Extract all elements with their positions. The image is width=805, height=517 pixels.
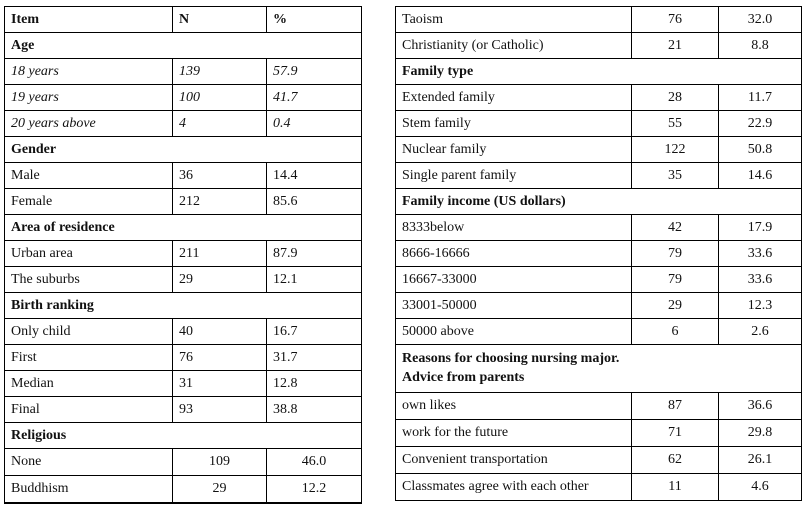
table-row: [396, 393, 802, 420]
row-percent: 31.7: [267, 345, 362, 371]
row-percent: 41.7: [267, 85, 362, 111]
row-label: The suburbs: [5, 267, 173, 293]
section-row: [5, 215, 362, 241]
section-title-line: Reasons for choosing nursing major.: [402, 350, 620, 366]
row-percent: 36.6: [719, 393, 802, 420]
section-row: [5, 293, 362, 319]
row-n: 76: [173, 345, 267, 371]
row-percent: 12.2: [267, 476, 362, 503]
row-percent: 17.9: [719, 215, 802, 241]
table-row: [396, 420, 802, 447]
section-row: [396, 345, 802, 393]
header-item: Item: [5, 7, 173, 33]
row-percent: 12.3: [719, 293, 802, 319]
row-label: 18 years: [5, 59, 173, 85]
section-title-line: Advice from parents: [402, 369, 525, 385]
row-percent: 87.9: [267, 241, 362, 267]
row-n: 87: [632, 393, 719, 420]
table-row: [396, 85, 802, 111]
row-percent: 12.1: [267, 267, 362, 293]
table-row: [396, 293, 802, 319]
demographics-table-right: [395, 6, 802, 501]
row-label: Taoism: [396, 7, 632, 33]
row-percent: 22.9: [719, 111, 802, 137]
row-label: 8333below: [396, 215, 632, 241]
row-label: Final: [5, 397, 173, 423]
row-percent: 38.8: [267, 397, 362, 423]
row-n: 40: [173, 319, 267, 345]
row-percent: 4.6: [719, 474, 802, 501]
table-row: [396, 111, 802, 137]
row-n: 29: [173, 267, 267, 293]
row-n: 42: [632, 215, 719, 241]
row-percent: 14.4: [267, 163, 362, 189]
row-label: Male: [5, 163, 173, 189]
row-label: 33001-50000: [396, 293, 632, 319]
row-percent: 12.8: [267, 371, 362, 397]
row-n: 31: [173, 371, 267, 397]
row-n: 100: [173, 85, 267, 111]
table-row: [396, 474, 802, 501]
row-n: 62: [632, 447, 719, 474]
row-label: Extended family: [396, 85, 632, 111]
row-n: 55: [632, 111, 719, 137]
row-label: own likes: [396, 393, 632, 420]
row-n: 21: [632, 33, 719, 59]
section-row: [5, 33, 362, 59]
demographics-table-left: [4, 6, 362, 504]
table-row: [396, 33, 802, 59]
row-percent: 32.0: [719, 7, 802, 33]
section-title: Gender: [5, 137, 362, 163]
row-n: 93: [173, 397, 267, 423]
row-label: 19 years: [5, 85, 173, 111]
row-percent: 26.1: [719, 447, 802, 474]
header-percent: %: [267, 7, 362, 33]
row-label: Urban area: [5, 241, 173, 267]
row-percent: 33.6: [719, 267, 802, 293]
table-row: [5, 85, 362, 111]
table-row: [5, 241, 362, 267]
row-n: 36: [173, 163, 267, 189]
section-title: Age: [5, 33, 362, 59]
row-percent: 33.6: [719, 241, 802, 267]
table-row: [5, 449, 362, 476]
table-row: [396, 267, 802, 293]
row-percent: 2.6: [719, 319, 802, 345]
row-n: 79: [632, 241, 719, 267]
section-title: Area of residence: [5, 215, 362, 241]
table-row: [5, 267, 362, 293]
table-row: [5, 319, 362, 345]
table-row: [396, 163, 802, 189]
row-n: 79: [632, 267, 719, 293]
row-n: 76: [632, 7, 719, 33]
section-row: [5, 137, 362, 163]
row-label: None: [5, 449, 173, 476]
row-n: 122: [632, 137, 719, 163]
row-label: work for the future: [396, 420, 632, 447]
table-row: [5, 163, 362, 189]
table-row: [5, 345, 362, 371]
table-row: [396, 241, 802, 267]
table-row: [5, 189, 362, 215]
header-row: [5, 7, 362, 33]
row-percent: 50.8: [719, 137, 802, 163]
row-percent: 29.8: [719, 420, 802, 447]
row-label: Median: [5, 371, 173, 397]
row-label: 50000 above: [396, 319, 632, 345]
table-row: [396, 319, 802, 345]
row-percent: 11.7: [719, 85, 802, 111]
row-label: Single parent family: [396, 163, 632, 189]
row-n: 35: [632, 163, 719, 189]
row-n: 211: [173, 241, 267, 267]
header-n: N: [173, 7, 267, 33]
row-n: 212: [173, 189, 267, 215]
row-percent: 16.7: [267, 319, 362, 345]
row-label: 20 years above: [5, 111, 173, 137]
row-label: Convenient transportation: [396, 447, 632, 474]
table-row: [396, 7, 802, 33]
row-label: Female: [5, 189, 173, 215]
section-row: [5, 423, 362, 449]
row-label: 8666-16666: [396, 241, 632, 267]
table-row: [5, 371, 362, 397]
row-percent: 8.8: [719, 33, 802, 59]
section-title: Family type: [396, 59, 802, 85]
row-label: 16667-33000: [396, 267, 632, 293]
section-title: Birth ranking: [5, 293, 362, 319]
row-label: Classmates agree with each other: [396, 474, 632, 501]
table-row: [5, 397, 362, 423]
row-label: First: [5, 345, 173, 371]
row-label: Only child: [5, 319, 173, 345]
row-n: 4: [173, 111, 267, 137]
row-percent: 14.6: [719, 163, 802, 189]
row-percent: 46.0: [267, 449, 362, 476]
row-n: 11: [632, 474, 719, 501]
section-title: Religious: [5, 423, 362, 449]
row-n: 71: [632, 420, 719, 447]
row-percent: 57.9: [267, 59, 362, 85]
table-row: [396, 215, 802, 241]
row-n: 28: [632, 85, 719, 111]
table-row: [5, 476, 362, 503]
row-n: 139: [173, 59, 267, 85]
table-row: [396, 447, 802, 474]
row-label: Christianity (or Catholic): [396, 33, 632, 59]
row-label: Nuclear family: [396, 137, 632, 163]
table-row: [396, 137, 802, 163]
row-n: 109: [173, 449, 267, 476]
section-title: Family income (US dollars): [396, 189, 802, 215]
section-row: [396, 59, 802, 85]
section-title: [396, 345, 802, 393]
table-row: [5, 59, 362, 85]
row-n: 6: [632, 319, 719, 345]
row-percent: 85.6: [267, 189, 362, 215]
row-label: Stem family: [396, 111, 632, 137]
row-percent: 0.4: [267, 111, 362, 137]
row-n: 29: [173, 476, 267, 503]
row-label: Buddhism: [5, 476, 173, 503]
row-n: 29: [632, 293, 719, 319]
table-row: [5, 111, 362, 137]
section-row: [396, 189, 802, 215]
